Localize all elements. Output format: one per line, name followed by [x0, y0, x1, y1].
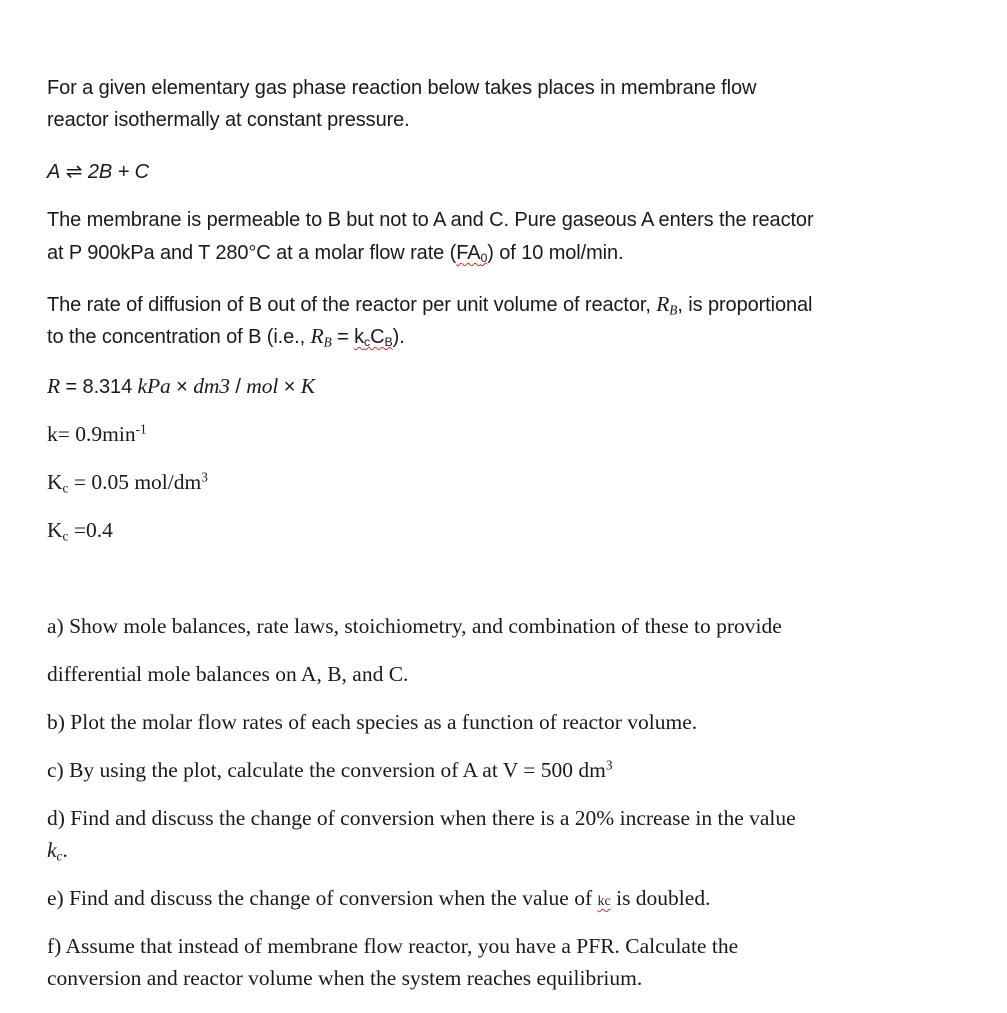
- fa0-symbol: $FA_0$: [456, 242, 488, 266]
- equilibrium-arrow-icon: ⇌: [65, 161, 83, 183]
- reactant-a: A: [47, 161, 61, 183]
- question-f-line-2: conversion and reactor volume when the system reaches equilibrium.: [47, 966, 643, 990]
- kc-value-line: $K_c =0.4$: [47, 518, 113, 544]
- rb-symbol: $R_B$: [656, 292, 678, 318]
- intro-line-1: For a given elementary gas phase reaction below takes places in membrane flow: [47, 77, 757, 99]
- membrane-line-1: The membrane is permeable to B but not to A and C. Pure gaseous A enters the reactor: [47, 209, 814, 231]
- question-d-line-2: $k_c$.: [47, 838, 68, 864]
- question-d-line-1: d) Find and discuss the change of conversion when there is a 20% increase in the value: [47, 806, 796, 830]
- question-b: b) Plot the molar flow rates of each species as a function of reactor volume.: [47, 710, 698, 734]
- rate-constant-line: $k= 0.9\min^{-1}$: [47, 421, 147, 446]
- diffusion-line-2: to the concentration of B (i.e., $R_B = k_cC_B$).: [47, 324, 405, 350]
- rb-symbol-2: $R_B$: [310, 324, 332, 350]
- kc-inline: kc: [597, 894, 611, 909]
- kc-concentration-line: $K_c = 0.05$ mol/$dm^3$: [47, 469, 208, 496]
- question-f-line-1: f) Assume that instead of membrane flow reactor, you have a PFR. Calculate the: [47, 934, 739, 958]
- gas-constant-line: R = 8.314 kPa × dm3 / mol × K: [47, 374, 315, 398]
- question-a-line-1: a) Show mole balances, rate laws, stoichiometry, and combination of these to provide: [47, 614, 782, 638]
- intro-line-2: reactor isothermally at constant pressure.: [47, 109, 410, 131]
- question-e: e) Find and discuss the change of conversion when the value of kc is doubled.: [47, 886, 711, 910]
- kc-cb-product: $k_cC_B$: [354, 326, 393, 350]
- diffusion-line-1: The rate of diffusion of B out of the reactor per unit volume of reactor, $R_B$, is proportional: [47, 292, 813, 318]
- products: 2B + C: [87, 161, 149, 183]
- reaction-equation: [47, 159, 149, 184]
- question-c: c) By using the plot, calculate the conversion of A at V = 500 $dm^3$: [47, 757, 613, 782]
- membrane-line-2: at P 900kPa and T 280°C at a molar flow rate $(FA_0)$ of 10 mol/min.: [47, 242, 624, 266]
- question-a-line-2: differential mole balances on A, B, and C.: [47, 662, 409, 686]
